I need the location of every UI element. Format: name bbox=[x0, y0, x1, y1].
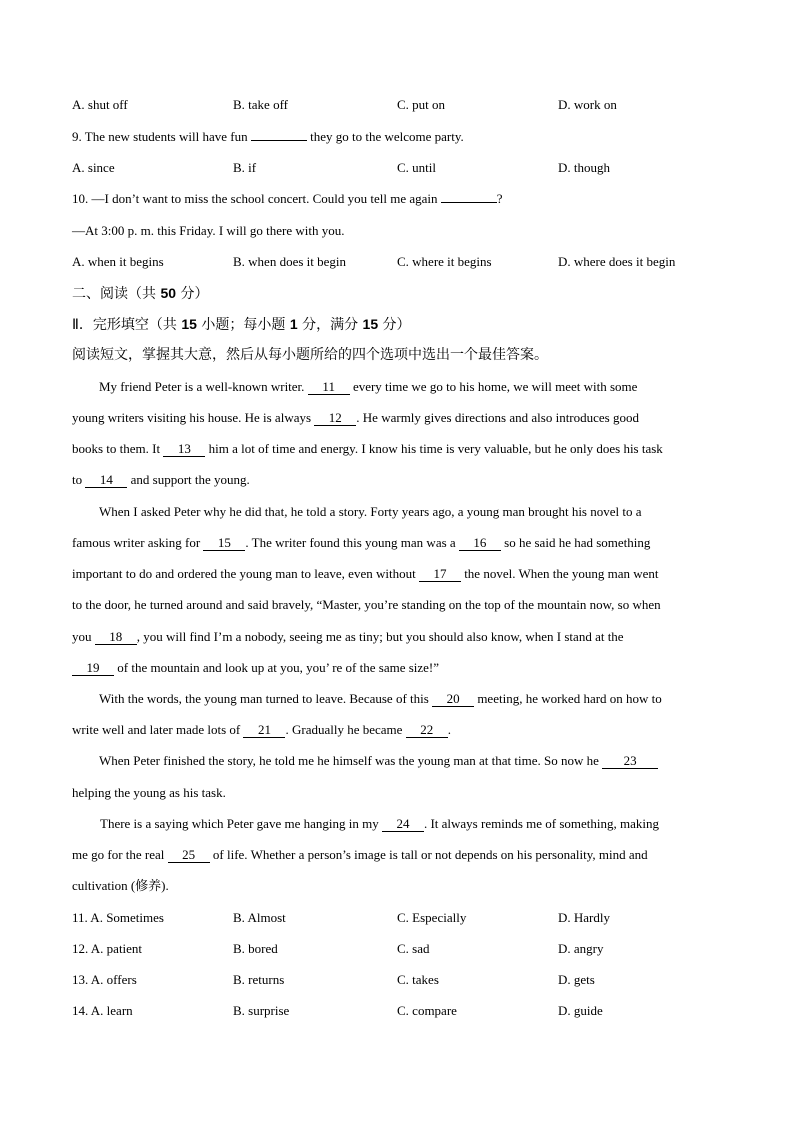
subsection-per-score: 1 bbox=[289, 316, 298, 332]
blank-14: 14 bbox=[85, 472, 127, 488]
instruction: 阅读短文，掌握其大意，然后从每小题所给的四个选项中选出一个最佳答案。 bbox=[72, 347, 548, 363]
passage-line bbox=[99, 752, 733, 770]
passage-line: helping the young as his task. bbox=[72, 785, 226, 800]
option-b: B. Almost bbox=[233, 910, 286, 925]
passage-text: to bbox=[72, 472, 86, 487]
passage-text: . bbox=[447, 722, 451, 737]
passage-text: , you will find I’m a nobody, seeing me as tiny; but you should also know, when I stand at the bbox=[136, 629, 624, 644]
passage-line bbox=[72, 565, 733, 583]
passage-text: There is a saying which Peter gave me hanging in my bbox=[100, 816, 382, 831]
question-10-answer-line: —At 3:00 p. m. this Friday. I will go there with you. bbox=[72, 223, 345, 238]
option-a: 14. A. learn bbox=[72, 1003, 133, 1018]
passage-text: him a lot of time and energy. I know his time is very valuable, but he only does his task bbox=[205, 441, 663, 456]
option-d: D. gets bbox=[558, 972, 595, 987]
passage-line bbox=[72, 534, 733, 552]
passage-line bbox=[72, 846, 733, 864]
question-10-text-after: ? bbox=[496, 191, 503, 206]
question-9-blank bbox=[251, 140, 307, 141]
option-b: B. if bbox=[233, 160, 257, 175]
passage-text: and support the young. bbox=[127, 472, 250, 487]
passage-line bbox=[72, 440, 733, 458]
passage-text: you bbox=[72, 629, 95, 644]
section-title bbox=[72, 283, 733, 304]
passage-line bbox=[99, 378, 733, 396]
option-d: D. where does it begin bbox=[558, 254, 676, 269]
subsection-title bbox=[72, 314, 733, 335]
passage-line bbox=[72, 471, 733, 489]
passage-text: of life. Whether a person’s image is tall or not depends on his personality, mind and bbox=[209, 847, 648, 862]
option-a: A. when it begins bbox=[72, 254, 164, 269]
passage-text: of the mountain and look up at you, you’ re of the same size!” bbox=[114, 660, 440, 675]
blank-13: 13 bbox=[163, 441, 205, 457]
option-d: D. angry bbox=[558, 941, 604, 956]
subsection-count: 15 bbox=[181, 316, 197, 332]
option-d: D. guide bbox=[558, 1003, 603, 1018]
blank-17: 17 bbox=[419, 566, 461, 582]
option-c: C. Especially bbox=[397, 910, 467, 925]
passage-line bbox=[72, 721, 733, 739]
passage-text: the novel. When the young man went bbox=[460, 566, 659, 581]
passage-text: With the words, the young man turned to leave. Because of this bbox=[99, 691, 433, 706]
option-a: A. since bbox=[72, 160, 115, 175]
subsection-mid1: 小题；每小题 bbox=[196, 317, 290, 333]
question-9-text-after: they go to the welcome party. bbox=[306, 129, 464, 144]
passage-line bbox=[100, 815, 733, 833]
subsection-mid2: 分，满分 bbox=[297, 317, 363, 333]
question-10-blank bbox=[441, 202, 497, 203]
passage-text: . He warmly gives directions and also introduces good bbox=[356, 410, 639, 425]
option-b: B. surprise bbox=[233, 1003, 290, 1018]
option-c: C. put on bbox=[397, 97, 446, 112]
section-title-pre: 二、阅读（共 bbox=[72, 286, 161, 302]
section-title-post: 分） bbox=[176, 286, 209, 302]
passage-text: My friend Peter is a well-known writer. bbox=[99, 379, 308, 394]
passage-line: cultivation (修养). bbox=[72, 878, 169, 893]
option-b: B. bored bbox=[233, 941, 278, 956]
blank-18: 18 bbox=[95, 629, 137, 645]
passage-line: When I asked Peter why he did that, he told a story. Forty years ago, a young man brought his novel to a bbox=[99, 504, 642, 519]
subsection-total: 15 bbox=[362, 316, 379, 332]
option-c: C. compare bbox=[397, 1003, 457, 1018]
passage-text: write well and later made lots of bbox=[72, 722, 244, 737]
subsection-pre: Ⅱ．完形填空（共 bbox=[72, 317, 182, 333]
option-a: 13. A. offers bbox=[72, 972, 137, 987]
blank-23: 23 bbox=[602, 753, 658, 769]
option-c: C. sad bbox=[397, 941, 430, 956]
option-a: 12. A. patient bbox=[72, 941, 143, 956]
blank-12: 12 bbox=[314, 410, 356, 426]
option-c: C. until bbox=[397, 160, 437, 175]
option-b: B. take off bbox=[233, 97, 288, 112]
blank-15: 15 bbox=[203, 535, 245, 551]
passage-text: important to do and ordered the young man to leave, even without bbox=[72, 566, 419, 581]
blank-21: 21 bbox=[243, 722, 285, 738]
section-title-score: 50 bbox=[160, 285, 177, 301]
passage-text: so he said he had something bbox=[500, 535, 651, 550]
passage-text: me go for the real bbox=[72, 847, 168, 862]
passage-line bbox=[99, 690, 733, 708]
question-9-text-before: 9. The new students will have fun bbox=[72, 129, 251, 144]
blank-20: 20 bbox=[432, 691, 474, 707]
option-d: D. though bbox=[558, 160, 610, 175]
option-a: 11. A. Sometimes bbox=[72, 910, 164, 925]
blank-25: 25 bbox=[168, 847, 210, 863]
blank-11: 11 bbox=[308, 379, 350, 395]
passage-text: young writers visiting his house. He is always bbox=[72, 410, 315, 425]
passage-text: . It always reminds me of something, making bbox=[423, 816, 659, 831]
option-c: C. takes bbox=[397, 972, 439, 987]
blank-16: 16 bbox=[459, 535, 501, 551]
passage-line: to the door, he turned around and said bravely, “Master, you’re standing on the top of the mountain now, so when bbox=[72, 597, 661, 612]
passage-text: every time we go to his home, we will meet with some bbox=[349, 379, 638, 394]
question-9 bbox=[72, 128, 733, 146]
option-d: D. work on bbox=[558, 97, 617, 112]
passage-line bbox=[72, 409, 733, 427]
option-d: D. Hardly bbox=[558, 910, 610, 925]
question-10 bbox=[72, 190, 733, 208]
passage-line bbox=[72, 628, 733, 646]
question-10-text-before: 10. —I don’t want to miss the school concert. Could you tell me again bbox=[72, 191, 441, 206]
passage-text: . Gradually he became bbox=[285, 722, 406, 737]
passage-text: When Peter finished the story, he told me he himself was the young man at that time. So now he bbox=[99, 753, 603, 768]
passage-text: books to them. It bbox=[72, 441, 164, 456]
subsection-post: 分） bbox=[378, 317, 411, 333]
passage-text: famous writer asking for bbox=[72, 535, 204, 550]
option-b: B. returns bbox=[233, 972, 285, 987]
passage-text: meeting, he worked hard on how to bbox=[474, 691, 662, 706]
passage-text: . The writer found this young man was a bbox=[245, 535, 459, 550]
blank-24: 24 bbox=[382, 816, 424, 832]
blank-19: 19 bbox=[72, 660, 114, 676]
passage-line bbox=[72, 659, 733, 677]
option-b: B. when does it begin bbox=[233, 254, 347, 269]
option-c: C. where it begins bbox=[397, 254, 492, 269]
option-a: A. shut off bbox=[72, 97, 128, 112]
blank-22: 22 bbox=[406, 722, 448, 738]
